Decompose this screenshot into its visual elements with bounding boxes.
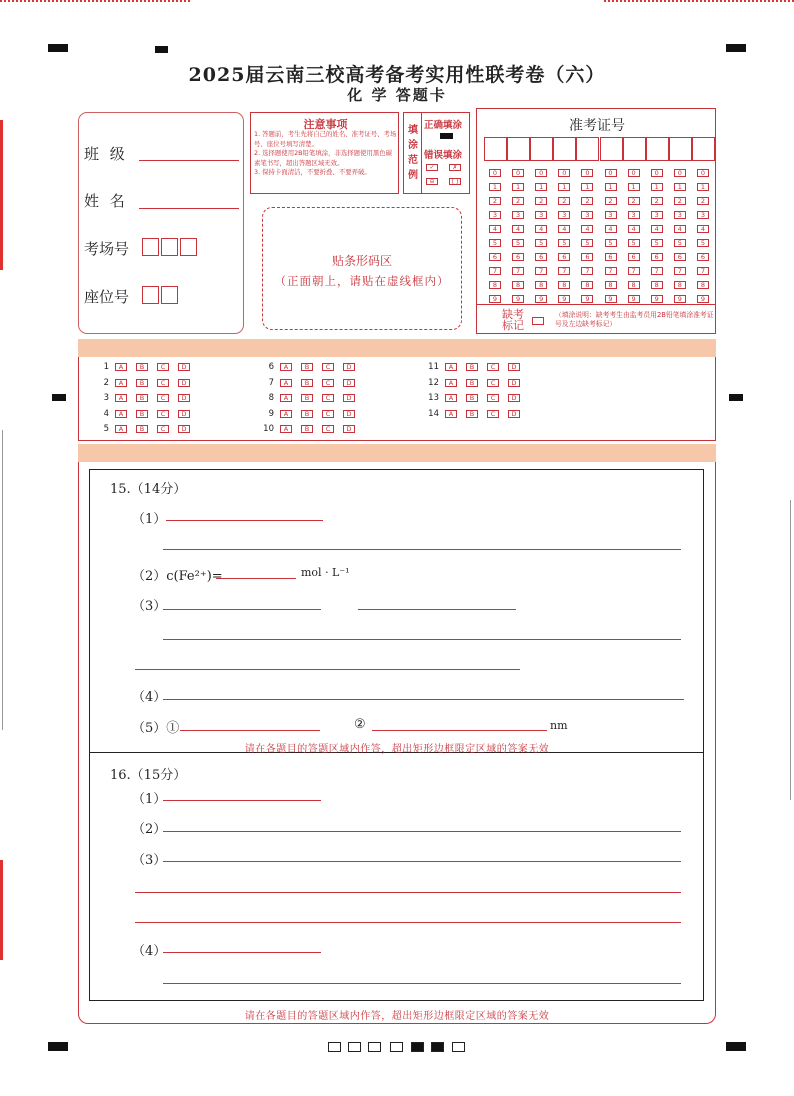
exam-id-bubble[interactable]: 5 [605,239,617,247]
room-digit-box[interactable] [180,238,197,256]
exam-id-bubble[interactable]: 1 [628,183,640,191]
exam-id-bubble[interactable]: 3 [581,211,593,219]
wrong-mark-cross: ✗ [449,164,461,171]
notes-title: 注意事项 [303,118,348,131]
choice-option-bubble[interactable]: B [466,363,478,371]
choice-option-bubble[interactable]: D [343,410,355,418]
choice-option-bubble[interactable]: D [508,379,520,387]
exam-id-bubble[interactable]: 6 [674,253,686,261]
q15-part4-answer-line[interactable] [163,699,684,700]
seat-label: 座位号 [84,288,130,306]
exam-id-bubble[interactable]: 3 [489,211,501,219]
left-edge-bar [0,120,3,270]
exam-id-bubble[interactable]: 6 [489,253,501,261]
position-mark [48,1042,68,1051]
name-label: 姓 名 [84,192,128,210]
room-label: 考场号 [84,240,130,258]
exam-id-bubble[interactable]: 0 [628,169,640,177]
q15-part3-label: （3） [132,599,167,614]
absent-bubble[interactable] [532,317,544,325]
q15-part2-answer-line[interactable] [216,578,296,579]
choice-option-bubble[interactable]: B [136,410,148,418]
choice-option-bubble[interactable]: D [343,425,355,433]
exam-id-bubble[interactable]: 4 [535,225,547,233]
exam-id-box [476,108,716,334]
choice-option-bubble[interactable]: B [466,379,478,387]
notes-line: 1. 答题前，考生先将自己的姓名、准考证号、考场号、座位号填写清楚。 [254,130,397,148]
page-indicator [452,1042,465,1052]
choice-question-number: 8 [268,393,274,403]
exam-id-bubble[interactable]: 0 [651,169,663,177]
choice-option-bubble[interactable]: B [301,425,313,433]
choice-question-number: 3 [103,393,109,403]
choice-option-bubble[interactable]: C [157,425,169,433]
choice-question-number: 6 [268,362,274,372]
exam-id-bubble[interactable]: 6 [628,253,640,261]
exam-id-bubble[interactable]: 1 [512,183,524,191]
right-edge-line [790,500,791,800]
q15-part1-answer-line[interactable] [163,549,681,550]
choice-option-bubble[interactable]: A [280,379,292,387]
exam-id-bubble[interactable]: 7 [558,267,570,275]
exam-id-bubble[interactable]: 7 [605,267,617,275]
exam-id-bubble[interactable]: 6 [697,253,709,261]
choice-question-number: 14 [428,408,439,419]
position-mark [729,394,743,401]
choice-question-number: 10 [263,424,274,434]
exam-id-digit-cell[interactable] [646,137,669,161]
barcode-label: 贴条形码区 [331,254,392,268]
exam-id-bubble[interactable]: 5 [628,239,640,247]
choice-question-number: 5 [103,424,109,434]
exam-id-bubble[interactable]: 3 [674,211,686,219]
exam-id-bubble[interactable]: 6 [512,253,524,261]
exam-id-bubble[interactable]: 8 [489,281,501,289]
q16-part3-answer-line[interactable] [163,861,681,862]
q16-part2-label: （2） [132,822,167,837]
choice-option-bubble[interactable]: B [301,363,313,371]
choice-option-bubble[interactable]: C [322,410,334,418]
exam-id-bubble[interactable]: 3 [535,211,547,219]
exam-id-bubble[interactable]: 3 [628,211,640,219]
exam-id-digit-cell[interactable] [600,137,623,161]
exam-id-bubble[interactable]: 4 [674,225,686,233]
q15-part2-unit: mol · L⁻¹ [301,566,350,579]
exam-id-bubble[interactable]: 3 [651,211,663,219]
exam-id-digit-cell[interactable] [692,137,715,161]
top-edge-dots-right [604,0,794,2]
wrong-mark-strike: ⊖ [426,178,438,185]
exam-id-bubble[interactable]: 4 [697,225,709,233]
choice-section-band [78,339,716,357]
exam-id-bubble[interactable]: 1 [674,183,686,191]
room-digit-box[interactable] [161,238,178,256]
correct-fill-label: 正确填涂 [424,120,463,131]
choice-option-bubble[interactable]: A [115,394,127,402]
exam-id-bubble[interactable]: 2 [674,197,686,205]
q15-part5-label: （5）① [132,721,180,736]
wrong-mark-check: ✓ [426,164,438,171]
exam-id-bubble[interactable]: 3 [605,211,617,219]
choice-question-number: 12 [428,377,439,388]
choice-option-bubble[interactable]: D [178,425,190,433]
exam-id-bubble[interactable]: 8 [651,281,663,289]
exam-id-digit-cell[interactable] [484,137,507,161]
choice-question-number: 4 [103,408,109,419]
choice-option-bubble[interactable]: D [343,394,355,402]
choice-option-bubble[interactable]: A [115,410,127,418]
exam-id-bubble[interactable]: 7 [697,267,709,275]
exam-id-bubble[interactable]: 9 [535,295,547,303]
exam-id-bubble[interactable]: 8 [697,281,709,289]
exam-id-bubble[interactable]: 1 [605,183,617,191]
page-indicator [328,1042,341,1052]
q15-part4-label: （4） [132,690,167,705]
exam-id-bubble[interactable]: 3 [512,211,524,219]
exam-id-bubble[interactable]: 2 [558,197,570,205]
q16-part4-answer-line[interactable] [163,983,681,984]
left-edge-bar-lower [0,860,3,960]
exam-id-bubble[interactable]: 5 [512,239,524,247]
seat-digit-box[interactable] [142,286,159,304]
choice-option-bubble[interactable]: B [466,394,478,402]
q15-part5-label-2: ② [354,717,366,732]
exam-id-bubble[interactable]: 0 [512,169,524,177]
class-field[interactable] [139,160,239,161]
choice-option-bubble[interactable]: A [280,394,292,402]
left-edge-line [2,430,3,730]
exam-id-bubble[interactable]: 0 [605,169,617,177]
exam-id-divider [477,304,715,305]
choice-option-bubble[interactable]: A [280,410,292,418]
exam-id-bubble[interactable]: 5 [581,239,593,247]
choice-option-bubble[interactable]: B [301,394,313,402]
choice-option-bubble[interactable]: D [343,379,355,387]
exam-id-bubble[interactable]: 0 [581,169,593,177]
exam-id-bubble[interactable]: 8 [605,281,617,289]
name-field[interactable] [139,208,239,209]
exam-id-bubble[interactable]: 5 [535,239,547,247]
choice-option-bubble[interactable]: C [487,410,499,418]
choice-option-bubble[interactable]: D [178,363,190,371]
exam-id-bubble[interactable]: 7 [651,267,663,275]
exam-id-bubble[interactable]: 2 [697,197,709,205]
exam-id-bubble[interactable]: 8 [512,281,524,289]
exam-id-bubble[interactable]: 2 [605,197,617,205]
exam-id-bubble[interactable]: 6 [535,253,547,261]
exam-id-bubble[interactable]: 6 [581,253,593,261]
exam-id-bubble[interactable]: 2 [489,197,501,205]
choice-option-bubble[interactable]: B [301,379,313,387]
q16-part3-answer-line[interactable] [135,922,681,923]
exam-id-digit-cell[interactable] [530,137,553,161]
exam-id-bubble[interactable]: 9 [651,295,663,303]
choice-option-bubble[interactable]: A [115,379,127,387]
exam-id-bubble[interactable]: 2 [581,197,593,205]
choice-option-bubble[interactable]: A [280,363,292,371]
choice-option-bubble[interactable]: B [136,379,148,387]
choice-option-bubble[interactable]: C [322,394,334,402]
written-section-band [78,444,716,462]
choice-option-bubble[interactable]: C [157,379,169,387]
choice-option-bubble[interactable]: D [343,363,355,371]
exam-id-bubble[interactable]: 0 [674,169,686,177]
page-indicator [348,1042,361,1052]
choice-question-number: 11 [428,362,439,372]
exam-id-bubble[interactable]: 2 [651,197,663,205]
choice-question-number: 13 [428,393,439,403]
wrong-fill-label: 错误填涂 [424,150,463,161]
choice-option-bubble[interactable]: D [508,363,520,371]
choice-question-number: 1 [103,362,109,372]
exam-id-digit-cell[interactable] [623,137,646,161]
fill-example-divider [421,113,422,193]
notes-line: 3. 保持卡面清洁，不要折叠、不要弄破。 [254,168,371,177]
boundary-warning: 请在各题目的答题区域内作答，超出矩形边框限定区域的答案无效 [244,744,550,755]
exam-id-bubble[interactable]: 2 [535,197,547,205]
exam-id-bubble[interactable]: 4 [489,225,501,233]
exam-id-bubble[interactable]: 4 [628,225,640,233]
choice-option-bubble[interactable]: C [487,363,499,371]
q15-part3-answer-line[interactable] [358,609,516,610]
student-info-box [78,112,244,334]
exam-id-bubble[interactable]: 0 [558,169,570,177]
exam-id-bubble[interactable]: 9 [674,295,686,303]
choice-section [78,357,716,441]
notes-text [254,130,397,178]
choice-option-bubble[interactable]: A [445,363,457,371]
q15-part5-answer-line-1[interactable] [180,730,320,731]
exam-id-bubble[interactable]: 8 [558,281,570,289]
choice-option-bubble[interactable]: C [322,425,334,433]
choice-option-bubble[interactable]: C [322,379,334,387]
exam-id-bubble[interactable]: 8 [581,281,593,289]
choice-option-bubble[interactable]: C [487,394,499,402]
choice-option-bubble[interactable]: D [508,394,520,402]
exam-id-bubble[interactable]: 5 [697,239,709,247]
position-mark [726,1042,746,1051]
barcode-instruction: （正面朝上，请贴在虚线框内） [274,274,450,288]
choice-option-bubble[interactable]: A [115,363,127,371]
exam-id-digit-cell[interactable] [507,137,530,161]
exam-id-bubble[interactable]: 9 [605,295,617,303]
page-indicator [390,1042,403,1052]
exam-id-bubble[interactable]: 9 [512,295,524,303]
choice-option-bubble[interactable]: B [136,425,148,433]
exam-id-bubble[interactable]: 9 [697,295,709,303]
exam-id-bubble[interactable]: 5 [489,239,501,247]
exam-id-bubble[interactable]: 5 [651,239,663,247]
exam-id-bubble[interactable]: 8 [628,281,640,289]
exam-id-bubble[interactable]: 7 [581,267,593,275]
choice-option-bubble[interactable]: C [487,379,499,387]
choice-option-bubble[interactable]: B [136,394,148,402]
choice-option-bubble[interactable]: B [301,410,313,418]
exam-id-bubble[interactable]: 1 [697,183,709,191]
choice-option-bubble[interactable]: D [178,410,190,418]
exam-id-bubble[interactable]: 4 [605,225,617,233]
exam-id-bubble[interactable]: 8 [535,281,547,289]
q15-part3-answer-line[interactable] [135,669,520,670]
exam-id-digit-cell[interactable] [553,137,576,161]
wrong-mark-bracket: [ ] [449,178,461,185]
q16-part1-answer-line[interactable] [163,800,321,801]
boundary-warning-bottom: 请在各题目的答题区域内作答，超出矩形边框限定区域的答案无效 [244,1011,550,1022]
notes-line: 2. 选择题使用2B铅笔填涂，非选择题使用黑色碳素笔书写，超出答题区域无效。 [254,149,392,167]
q15-part3-answer-line[interactable] [163,639,681,640]
choice-option-bubble[interactable]: A [445,379,457,387]
q16-part1-label: （1） [132,792,167,807]
position-mark [726,44,746,52]
barcode-area [262,207,462,330]
position-mark [48,44,68,52]
class-label: 班 级 [84,145,128,163]
q15-part2-label: （2）c(Fe²⁺)= [132,569,223,584]
q16-part3-label: （3） [132,853,167,868]
page-indicator-filled [431,1042,444,1052]
notes-box [250,112,399,194]
fill-example-box [403,112,470,194]
q16-part4-answer-line[interactable] [163,952,321,953]
choice-option-bubble[interactable]: B [136,363,148,371]
q15-part1-label: （1） [132,512,167,527]
exam-id-bubble[interactable]: 7 [489,267,501,275]
exam-id-bubble[interactable]: 9 [558,295,570,303]
exam-id-bubble[interactable]: 4 [651,225,663,233]
choice-question-number: 2 [103,377,109,388]
seat-digit-box[interactable] [161,286,178,304]
choice-option-bubble[interactable]: A [280,425,292,433]
position-mark [52,394,66,401]
exam-id-bubble[interactable]: 4 [558,225,570,233]
exam-id-bubble[interactable]: 9 [581,295,593,303]
position-mark [155,46,168,53]
fill-example-side-label: 填涂范例 [408,125,418,181]
exam-id-bubble[interactable]: 9 [489,295,501,303]
exam-id-bubble[interactable]: 7 [512,267,524,275]
exam-id-bubble[interactable]: 2 [512,197,524,205]
page-indicator-filled [411,1042,424,1052]
q15-part5-answer-line-2[interactable] [372,730,547,731]
choice-option-bubble[interactable]: D [178,394,190,402]
exam-id-digit-cell[interactable] [576,137,599,161]
top-edge-dots-left [0,0,190,2]
q16-title: 16.（15分） [110,768,187,783]
exam-id-bubble[interactable]: 5 [674,239,686,247]
exam-id-bubble[interactable]: 5 [558,239,570,247]
exam-id-bubble[interactable]: 1 [558,183,570,191]
exam-id-bubble[interactable]: 1 [535,183,547,191]
correct-fill-mark [440,133,453,139]
page-title: 2025届云南三校高考备考实用性联考卷（六） [188,64,606,86]
absent-note: （填涂说明：缺考考生由监考员用2B铅笔填涂准考证号及左边缺考标记） [555,311,714,328]
exam-id-title: 准考证号 [569,118,625,134]
choice-option-bubble[interactable]: A [445,410,457,418]
page-subtitle: 化 学 答题卡 [347,86,447,104]
choice-option-bubble[interactable]: D [508,410,520,418]
choice-option-bubble[interactable]: B [466,410,478,418]
choice-question-number: 7 [268,377,274,388]
exam-id-bubble[interactable]: 1 [651,183,663,191]
exam-id-bubble[interactable]: 6 [558,253,570,261]
exam-id-bubble[interactable]: 6 [651,253,663,261]
exam-id-bubble[interactable]: 2 [628,197,640,205]
exam-id-bubble[interactable]: 3 [697,211,709,219]
q16-part4-label: （4） [132,944,167,959]
q15-part1-answer-line[interactable] [166,520,323,521]
choice-option-bubble[interactable]: C [322,363,334,371]
exam-id-bubble[interactable]: 1 [581,183,593,191]
room-digit-box[interactable] [142,238,159,256]
exam-id-bubble[interactable]: 4 [581,225,593,233]
choice-question-number: 9 [268,408,274,419]
page-indicator [368,1042,381,1052]
exam-id-bubble[interactable]: 3 [558,211,570,219]
exam-id-bubble[interactable]: 9 [628,295,640,303]
exam-id-bubble[interactable]: 0 [535,169,547,177]
exam-id-bubble[interactable]: 0 [489,169,501,177]
q15-part5-unit: nm [550,719,568,732]
exam-id-bubble[interactable]: 6 [605,253,617,261]
exam-id-bubble[interactable]: 8 [674,281,686,289]
exam-id-bubble[interactable]: 1 [489,183,501,191]
exam-id-bubble[interactable]: 7 [628,267,640,275]
choice-option-bubble[interactable]: A [445,394,457,402]
choice-option-bubble[interactable]: C [157,410,169,418]
q15-title: 15.（14分） [110,482,187,497]
exam-id-bubble[interactable]: 4 [512,225,524,233]
q15-part3-answer-line[interactable] [163,609,321,610]
exam-id-digit-cell[interactable] [669,137,692,161]
exam-id-bubble[interactable]: 0 [697,169,709,177]
q16-part3-answer-line[interactable] [135,892,681,893]
choice-option-bubble[interactable]: D [178,379,190,387]
q16-part2-answer-line[interactable] [163,831,681,832]
exam-id-bubble[interactable]: 7 [535,267,547,275]
choice-option-bubble[interactable]: A [115,425,127,433]
choice-option-bubble[interactable]: C [157,394,169,402]
absent-label: 缺考标记 [502,308,524,332]
exam-id-bubble[interactable]: 7 [674,267,686,275]
choice-option-bubble[interactable]: C [157,363,169,371]
